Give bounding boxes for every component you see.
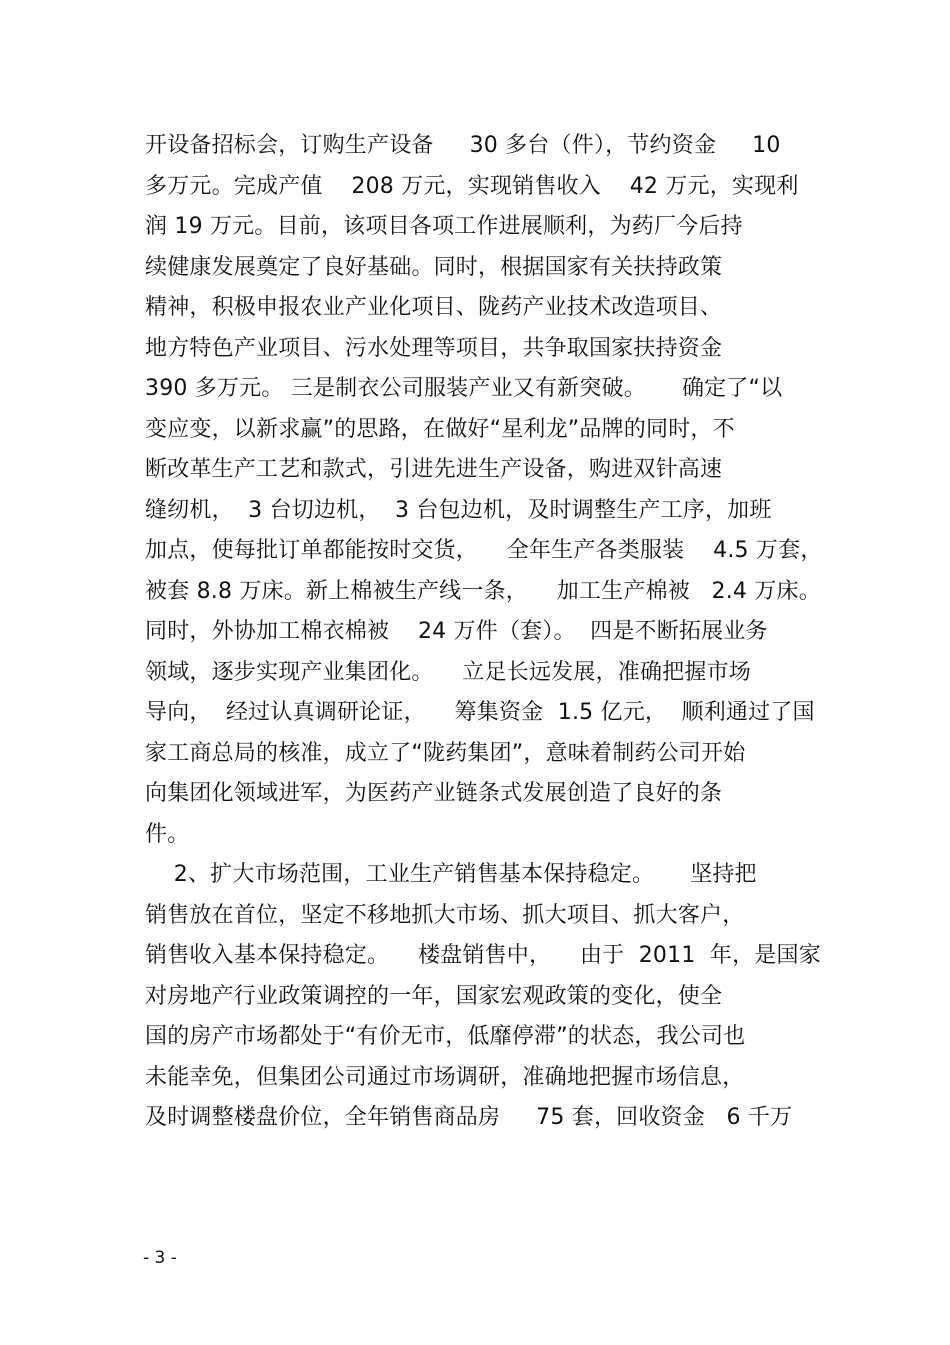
text-line: 续健康发展奠定了良好基础。同时，根据国家有关扶持政策 <box>145 254 723 280</box>
text-line: 精神，积极申报农业产业化项目、陇药产业技术改造项目、 <box>145 295 723 320</box>
text-line: 对房地产行业政策调控的一年，国家宏观政策的变化，使全 <box>145 983 723 1009</box>
text-line: 被套 8.8 万床。新上棉被生产线一条， 加工生产棉被 2.4 万床。 <box>145 578 821 604</box>
text-line: 件。 <box>145 821 190 847</box>
text-line: 导向， 经过认真调研论证， 筹集资金 1.5 亿元， 顺利通过了国 <box>145 700 815 725</box>
text-line: 润 19 万元。目前，该项目各项工作进展顺利，为药厂今后持 <box>145 214 743 239</box>
text-line: 同时，外协加工棉衣棉被 24 万件（套）。 四是不断拓展业务 <box>145 619 768 644</box>
text-line: 变应变，以新求赢”的思路，在做好“星利龙”品牌的同时，不 <box>145 416 735 442</box>
text-line: 向集团化领域进军，为医药产业链条式发展创造了良好的条 <box>145 781 723 806</box>
text-line: 390 多万元。 三是制衣公司服装产业又有新突破。 确定了“以 <box>145 376 783 401</box>
text-line: 未能幸免，但集团公司通过市场调研，准确地把握市场信息， <box>145 1064 745 1090</box>
text-line: 国的房产市场都处于“有价无市，低靡停滞”的状态，我公司也 <box>145 1024 746 1049</box>
text-line: 销售放在首位，坚定不移地抓大市场、抓大项目、抓大客户， <box>145 902 745 928</box>
text-line: 及时调整楼盘价位，全年销售商品房 75 套，回收资金 6 千万 <box>145 1105 793 1130</box>
text-line: 地方特色产业项目、污水处理等项目，共争取国家扶持资金 <box>145 335 723 361</box>
text-line: 领域，逐步实现产业集团化。 立足长远发展，准确把握市场 <box>145 659 751 685</box>
text-line: 家工商总局的核准，成立了“陇药集团”，意味着制药公司开始 <box>145 740 746 766</box>
text-line: 缝纫机， 3 台切边机， 3 台包边机，及时调整生产工序，加班 <box>145 497 772 523</box>
body-text <box>145 126 835 1139</box>
text-line: 2、扩大市场范围，工业生产销售基本保持稳定。 坚持把 <box>145 862 757 887</box>
text-line: 加点，使每批订单都能按时交货， 全年生产各类服装 4.5 万套， <box>145 538 823 563</box>
text-line: 销售收入基本保持稳定。 楼盘销售中， 由于 2011 年，是国家 <box>145 943 821 968</box>
page-number: - 3 - <box>143 1248 177 1268</box>
text-line: 开设备招标会，订购生产设备 30 多台（件），节约资金 10 <box>145 133 781 158</box>
text-line: 多万元。完成产值 208 万元，实现销售收入 42 万元，实现利 <box>145 173 799 199</box>
text-line: 断改革生产工艺和款式，引进先进生产设备，购进双针高速 <box>145 457 723 482</box>
